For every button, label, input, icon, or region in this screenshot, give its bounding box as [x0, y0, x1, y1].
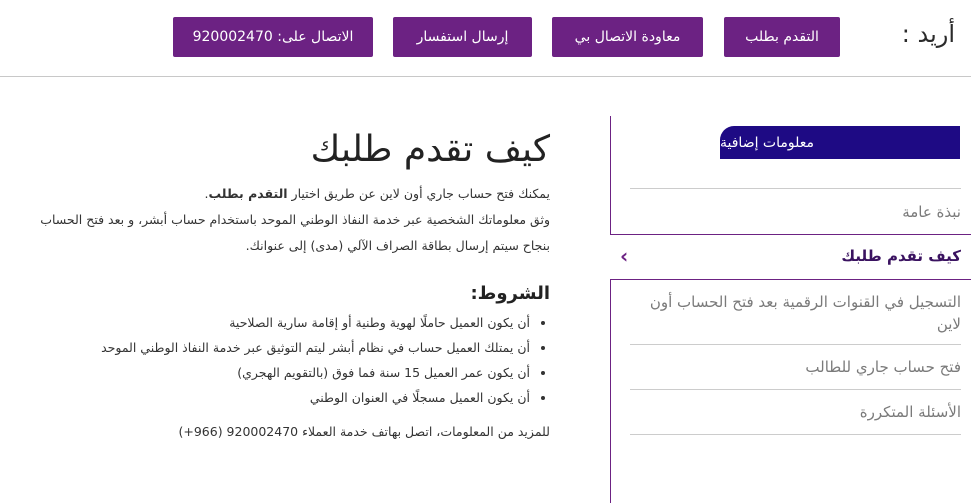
sidebar-divider — [630, 344, 961, 345]
call-button[interactable]: الاتصال على: 920002470 — [173, 17, 373, 57]
sidebar — [610, 116, 971, 503]
page-title: كيف تقدم طلبك — [310, 129, 550, 170]
sidebar-divider — [630, 188, 961, 189]
list-item: • أن يكون العميل مسجلًا في العنوان الوطني — [30, 385, 530, 410]
top-bar — [0, 0, 971, 77]
list-item: • أن يكون العميل حاملًا لهوية وطنية أو إقامة سارية الصلاحية — [30, 310, 530, 335]
intro-line2: وثق معلوماتك الشخصية عبر خدمة النفاذ الوطني الموحد باستخدام حساب أبشر، و بعد فتح الحساب بنجاح سيتم إرسال بطاقة الصراف الآلي (مدى) إلى عنوانك. — [40, 212, 550, 254]
callback-button[interactable]: معاودة الاتصال بي — [552, 17, 703, 57]
intro-text — [30, 181, 550, 259]
sidebar-item-student-account[interactable]: فتح حساب جاري للطالب — [805, 358, 961, 376]
want-label: أريد : — [901, 20, 955, 48]
sidebar-border-bottom — [610, 280, 611, 503]
sidebar-item-how-to-apply[interactable] — [610, 234, 971, 280]
intro-suffix: . — [204, 186, 209, 202]
sidebar-item-digital-channels[interactable]: التسجيل في القنوات الرقمية بعد فتح الحساب أون لاين — [649, 293, 961, 333]
list-item: • أن يمتلك العميل حساب في نظام أبشر ليتم التوثيق عبر خدمة النفاذ الوطني الموحد — [30, 335, 530, 360]
conditions-title: الشروط: — [470, 283, 550, 305]
sidebar-item-faq[interactable]: الأسئلة المتكررة — [859, 403, 961, 421]
more-info-text: للمزيد من المعلومات، اتصل بهاتف خدمة العملاء 920002470 (966+) — [178, 424, 550, 440]
chevron-left-icon: ‹ — [620, 244, 629, 268]
sidebar-divider — [630, 389, 961, 390]
list-item: • أن يكون عمر العميل 15 سنة فما فوق (بالتقويم الهجري) — [30, 360, 530, 385]
sidebar-border-top — [610, 116, 611, 234]
apply-button[interactable]: التقدم بطلب — [724, 17, 840, 57]
conditions-list — [30, 310, 550, 410]
sidebar-item-label: كيف تقدم طلبك — [841, 247, 961, 265]
main-content — [30, 120, 550, 439]
sidebar-header: معلومات إضافية — [720, 126, 960, 159]
sidebar-divider — [630, 434, 961, 435]
intro-prefix: يمكنك فتح حساب جاري أون لاين عن طريق اختيار — [287, 186, 550, 202]
send-inquiry-button[interactable]: إرسال استفسار — [393, 17, 532, 57]
sidebar-item-overview[interactable]: نبذة عامة — [902, 203, 961, 221]
intro-bold: التقدم بطلب — [208, 186, 288, 202]
